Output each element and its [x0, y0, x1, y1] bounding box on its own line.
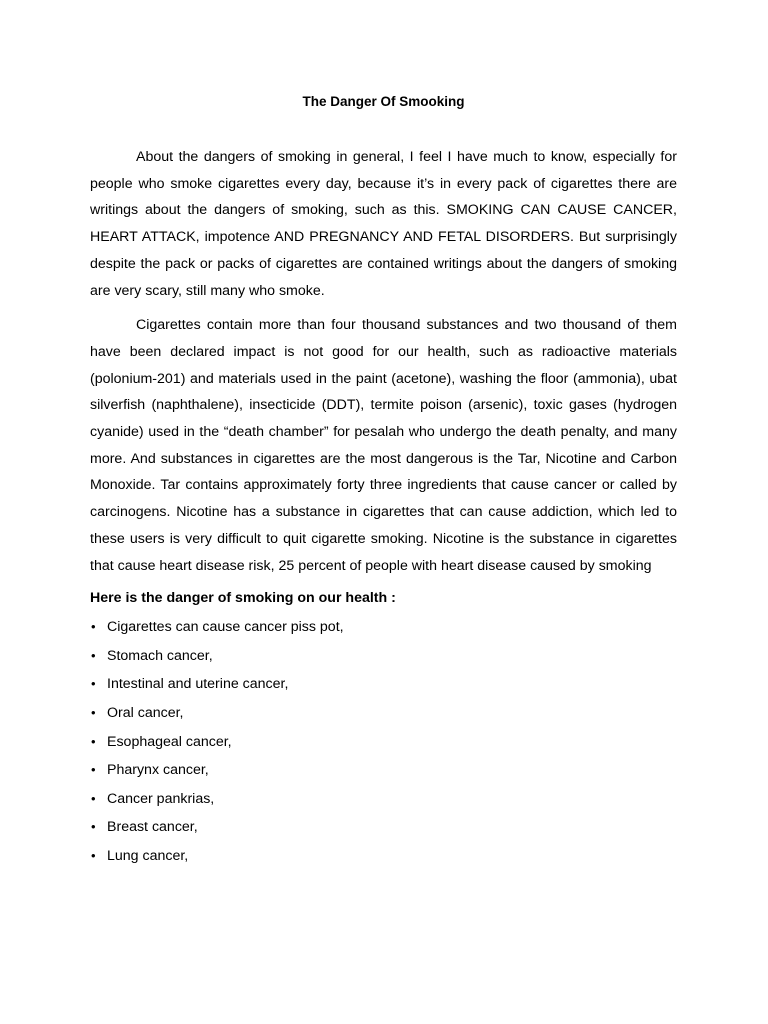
list-item — [90, 785, 677, 814]
bullet-icon: • — [91, 733, 96, 749]
bullet-icon: • — [91, 819, 96, 835]
document-page — [90, 92, 677, 871]
list-item — [90, 613, 677, 642]
bullet-icon: • — [91, 790, 96, 806]
bullet-icon: • — [91, 647, 96, 663]
list-item-text: Breast cancer, — [107, 819, 198, 836]
list-item-text: Pharynx cancer, — [107, 762, 209, 779]
bullet-icon: • — [91, 762, 96, 778]
list-item — [90, 642, 677, 671]
paragraph-substances: Cigarettes contain more than four thousand substances and two thousand of them have been declared impact is not good for our health, such as radioactive materials (polonium-201) and materials used in the paint (acetone), washing the floor (ammonia), ubat silverfish (naphthalene), insecticide (DDT), termite poison (arsenic), toxic gases (hydrogen cyanide) used in the “death chamber” for pesalah who undergo the death penalty, and many more. And substances in cigarettes are the most dangerous is the Tar, Nicotine and Carbon Monoxide. Tar contains approximately forty three ingredients that cause cancer or called by carcinogens. Nicotine has a substance in cigarettes that can cause addiction, which led to these users is very difficult to quit cigarette smoking. Nicotine is the substance in cigarettes that cause heart disease risk, 25 percent of people with heart disease caused by smoking — [90, 317, 677, 574]
list-heading: Here is the danger of smoking on our health : — [90, 590, 396, 607]
list-item-text: Lung cancer, — [107, 848, 189, 864]
document-title: The Danger Of Smooking — [302, 94, 465, 109]
list-item — [90, 756, 677, 785]
danger-list — [90, 613, 677, 870]
list-item — [90, 842, 677, 871]
bullet-icon: • — [91, 676, 96, 692]
list-item-text: Stomach cancer, — [107, 647, 213, 664]
list-item-text: Cigarettes can cause cancer piss pot, — [107, 619, 344, 636]
list-item-text: Esophageal cancer, — [107, 733, 232, 750]
bullet-icon: • — [91, 705, 96, 721]
bullet-icon: • — [91, 619, 96, 635]
bullet-icon: • — [91, 848, 96, 863]
list-item-text: Oral cancer, — [107, 705, 184, 722]
list-item-text: Cancer pankrias, — [107, 790, 215, 807]
paragraph-intro: About the dangers of smoking in general, I feel I have much to know, especially for people who smoke cigarettes every day, because it’s in every pack of cigarettes there are writings about the dangers of smoking, such as this. SMOKING CAN CAUSE CANCER, HEART ATTACK, impotence AND PREGNANCY AND FETAL DISORDERS. But surprisingly despite the pack or packs of cigarettes are contained writings about the dangers of smoking are very scary, still many who smoke. — [90, 149, 677, 299]
list-item — [90, 699, 677, 728]
list-item-text: Intestinal and uterine cancer, — [107, 676, 289, 693]
list-item — [90, 813, 677, 842]
list-item — [90, 670, 677, 699]
list-item — [90, 728, 677, 757]
